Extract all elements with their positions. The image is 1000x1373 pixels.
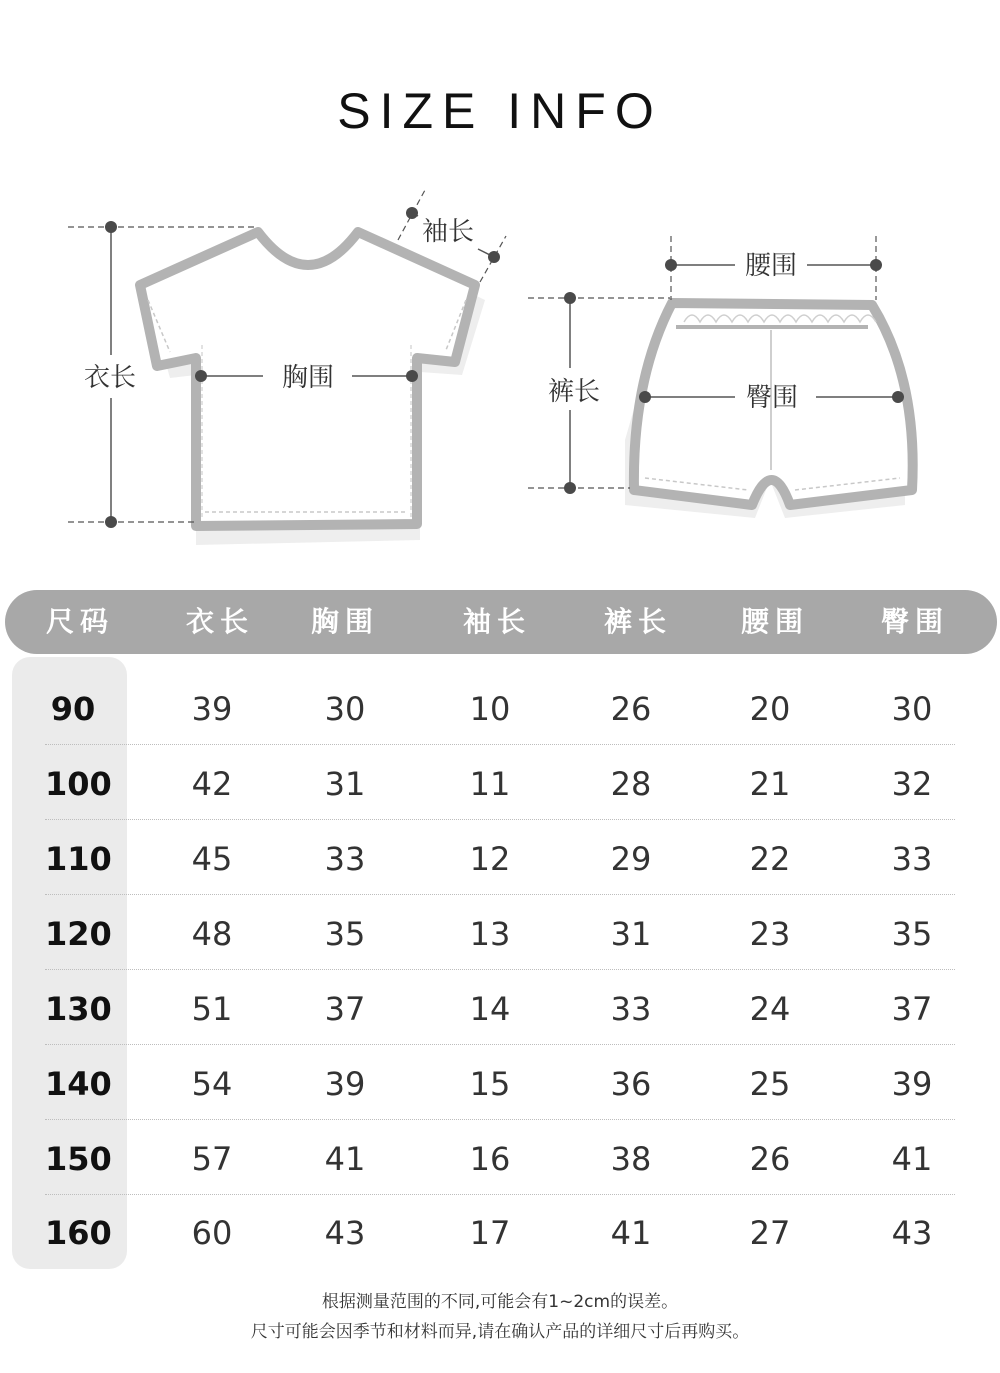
chest-cell: 30 xyxy=(324,690,366,728)
header-pants-length: 裤长 xyxy=(603,605,672,638)
waist-cell: 25 xyxy=(749,1065,791,1103)
shirt-length-cell: 42 xyxy=(191,765,233,803)
size-cell: 130 xyxy=(45,990,112,1028)
waist-cell: 21 xyxy=(749,765,791,803)
row-divider xyxy=(45,1044,955,1045)
chest-cell: 39 xyxy=(324,1065,366,1103)
hip-cell: 37 xyxy=(891,990,933,1028)
table-row xyxy=(45,672,955,747)
size-cell: 110 xyxy=(45,840,112,878)
shirt-length-cell: 51 xyxy=(191,990,233,1028)
shirt-length-cell: 54 xyxy=(191,1065,233,1103)
chest-label: 胸围 xyxy=(281,363,335,393)
pants-length-cell: 38 xyxy=(610,1140,652,1178)
sleeve-cell: 13 xyxy=(469,915,511,953)
shirt-length-cell: 39 xyxy=(191,690,233,728)
waist-cell: 27 xyxy=(749,1214,791,1252)
waist-cell: 23 xyxy=(749,915,791,953)
size-cell: 140 xyxy=(45,1065,112,1103)
sleeve-cell: 10 xyxy=(469,690,511,728)
size-cell: 120 xyxy=(45,915,112,953)
pants-length-cell: 33 xyxy=(610,990,652,1028)
row-divider xyxy=(45,1194,955,1195)
size-cell: 150 xyxy=(45,1140,112,1178)
sleeve-cell: 12 xyxy=(469,840,511,878)
table-row xyxy=(45,897,955,972)
pants-length-cell: 31 xyxy=(610,915,652,953)
sleeve-label: 袖长 xyxy=(421,217,475,247)
shirt-length-cell: 60 xyxy=(191,1214,233,1252)
pants-length-cell: 36 xyxy=(610,1065,652,1103)
chest-cell: 43 xyxy=(324,1214,366,1252)
header-hip: 臀围 xyxy=(880,605,949,638)
size-table-header xyxy=(5,590,997,654)
size-cell: 90 xyxy=(50,690,96,728)
hip-cell: 30 xyxy=(891,690,933,728)
table-row xyxy=(45,822,955,897)
shirt-length-cell: 57 xyxy=(191,1140,233,1178)
sleeve-cell: 14 xyxy=(469,990,511,1028)
hip-cell: 32 xyxy=(891,765,933,803)
header-size: 尺码 xyxy=(45,605,114,638)
chest-cell: 33 xyxy=(324,840,366,878)
hip-cell: 39 xyxy=(891,1065,933,1103)
note-size-variation: 尺寸可能会因季节和材料而异,请在确认产品的详细尺寸后再购买。 xyxy=(250,1322,750,1342)
table-row xyxy=(45,1122,955,1197)
shirt-length-cell: 48 xyxy=(191,915,233,953)
hip-cell: 41 xyxy=(891,1140,933,1178)
sleeve-cell: 16 xyxy=(469,1140,511,1178)
sleeve-cell: 17 xyxy=(469,1214,511,1252)
hip-cell: 33 xyxy=(891,840,933,878)
size-cell: 160 xyxy=(45,1214,112,1252)
header-waist: 腰围 xyxy=(740,605,809,638)
chest-cell: 41 xyxy=(324,1140,366,1178)
header-shirt-length: 衣长 xyxy=(185,605,254,638)
row-divider xyxy=(45,894,955,895)
hip-cell: 35 xyxy=(891,915,933,953)
page-title: SIZE INFO xyxy=(337,83,663,139)
pants-length-cell: 41 xyxy=(610,1214,652,1252)
hip-cell: 43 xyxy=(891,1214,933,1252)
table-row xyxy=(45,1196,955,1271)
waist-cell: 20 xyxy=(749,690,791,728)
sleeve-cell: 15 xyxy=(469,1065,511,1103)
pants-length-cell: 29 xyxy=(610,840,652,878)
table-row xyxy=(45,972,955,1047)
row-divider xyxy=(45,1119,955,1120)
pants-length-cell: 28 xyxy=(610,765,652,803)
hip-label: 臀围 xyxy=(745,383,799,413)
row-divider xyxy=(45,819,955,820)
shirt-length-label: 衣长 xyxy=(83,363,137,393)
waist-label: 腰围 xyxy=(744,251,798,281)
pants-length-cell: 26 xyxy=(610,690,652,728)
row-divider xyxy=(45,744,955,745)
waist-cell: 22 xyxy=(749,840,791,878)
row-divider xyxy=(45,969,955,970)
header-chest: 胸围 xyxy=(310,605,379,638)
sleeve-cell: 11 xyxy=(469,765,511,803)
garment-diagram xyxy=(0,180,1000,550)
chest-cell: 35 xyxy=(324,915,366,953)
shirt-length-cell: 45 xyxy=(191,840,233,878)
chest-cell: 31 xyxy=(324,765,366,803)
table-row xyxy=(45,747,955,822)
note-measurement-error: 根据测量范围的不同,可能会有1~2cm的误差。 xyxy=(321,1292,679,1312)
pants-length-label: 裤长 xyxy=(547,377,601,407)
size-cell: 100 xyxy=(45,765,112,803)
waist-cell: 24 xyxy=(749,990,791,1028)
chest-cell: 37 xyxy=(324,990,366,1028)
table-row xyxy=(45,1047,955,1122)
header-sleeve: 袖长 xyxy=(462,605,531,638)
waist-cell: 26 xyxy=(749,1140,791,1178)
